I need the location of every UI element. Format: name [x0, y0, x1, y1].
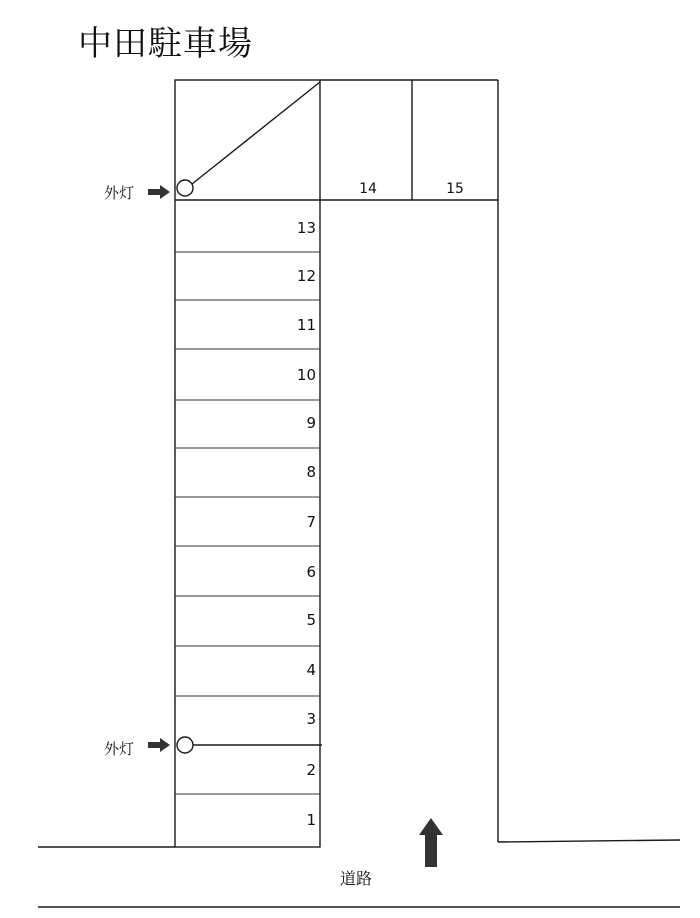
space-number: 11: [296, 316, 316, 334]
space-number: 13: [296, 219, 316, 237]
space-number: 7: [306, 513, 316, 531]
lamp-label: 外灯: [104, 740, 135, 758]
space-number: 1: [306, 811, 316, 829]
space-number: 3: [306, 710, 316, 728]
space-number: 2: [306, 761, 316, 779]
lamp-circle-icon: [177, 180, 193, 196]
left-space-labels: [297, 219, 316, 829]
diagonal-line: [192, 82, 320, 184]
lamp-circle-icon: [177, 737, 193, 753]
space-number: 6: [306, 563, 316, 581]
right-arrow-icon: [148, 185, 170, 199]
left-column-outline: [175, 80, 320, 847]
page-title: 中田駐車場: [78, 24, 253, 64]
right-arrow-icon: [148, 738, 170, 752]
road-label: 道路: [339, 869, 373, 888]
up-arrow-icon: [419, 818, 443, 867]
space-number: 10: [296, 366, 316, 384]
space-number: 14: [359, 181, 377, 197]
space-number: 15: [446, 181, 464, 197]
road-top-edge-right: [498, 840, 680, 842]
space-number: 8: [306, 463, 316, 481]
space-number: 9: [306, 414, 316, 432]
space-number: 4: [306, 661, 316, 679]
space-number: 12: [296, 267, 316, 285]
space-number: 5: [306, 611, 316, 629]
lamp-label: 外灯: [104, 184, 135, 202]
